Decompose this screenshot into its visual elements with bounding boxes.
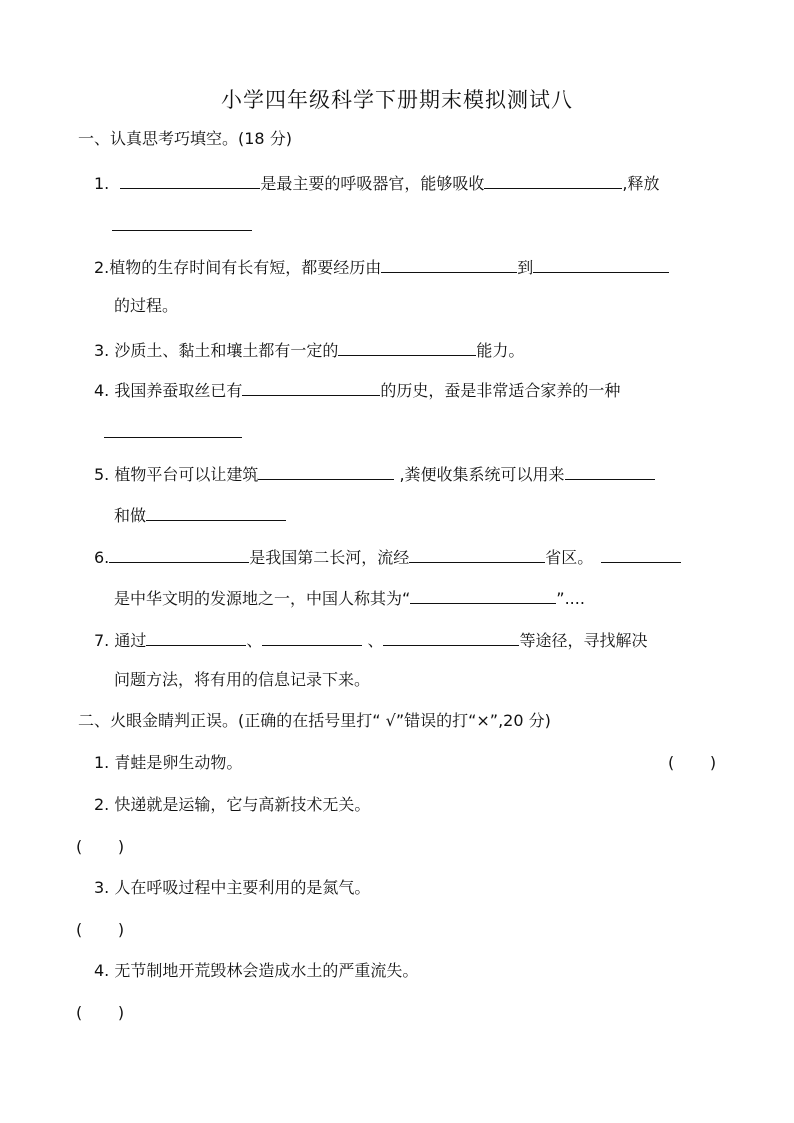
question-7-text-c: 、 xyxy=(362,631,384,650)
answer-blank[interactable] xyxy=(104,419,242,438)
question-7-text-d: 等途径，寻找解决 xyxy=(519,631,648,650)
judgment-item-1: 1. 青蛙是卵生动物。 xyxy=(94,753,243,772)
question-7-continuation: 问题方法，将有用的信息记录下来。 xyxy=(114,670,371,689)
answer-blank[interactable] xyxy=(381,254,517,273)
question-5-text-a: 5. 植物平台可以让建筑 xyxy=(94,465,259,484)
question-5-text-c: 和做 xyxy=(114,506,147,525)
answer-blank[interactable] xyxy=(112,212,252,231)
question-4-continuation xyxy=(104,419,242,444)
question-5-continuation xyxy=(114,502,286,527)
question-6-number: 6. xyxy=(94,548,110,567)
question-4 xyxy=(94,377,620,402)
question-7-text-a: 7. 通过 xyxy=(94,631,147,650)
question-1-text-a: 是最主要的呼吸器官，能够吸收 xyxy=(260,174,485,193)
question-1-number: 1. xyxy=(94,174,110,193)
question-2-continuation: 的过程。 xyxy=(114,296,179,315)
question-1 xyxy=(94,170,659,195)
answer-blank[interactable] xyxy=(109,544,249,563)
question-5-text-b: ,粪便收集系统可以用来 xyxy=(394,465,565,484)
answer-blank[interactable] xyxy=(484,170,622,189)
question-5 xyxy=(94,461,655,486)
answer-blank[interactable] xyxy=(258,461,394,480)
section1-heading: 一、认真思考巧填空。(18 分) xyxy=(78,129,292,148)
answer-blank[interactable] xyxy=(410,585,556,604)
question-7-text-b: 、 xyxy=(246,631,263,650)
judgment-item-4: 4. 无节制地开荒毁林会造成水土的严重流失。 xyxy=(94,961,419,980)
question-2 xyxy=(94,254,669,279)
answer-blank[interactable] xyxy=(533,254,669,273)
judgment-item-3: 3. 人在呼吸过程中主要利用的是氮气。 xyxy=(94,878,371,897)
question-3-text-a: 3. 沙质土、黏土和壤土都有一定的 xyxy=(94,341,339,360)
question-1-text-b: ,释放 xyxy=(622,174,660,193)
answer-blank[interactable] xyxy=(338,337,476,356)
judgment-item-2: 2. 快递就是运输，它与高新技术无关。 xyxy=(94,795,371,814)
question-1-continuation xyxy=(112,212,252,237)
question-6-text-a: 是我国第二长河，流经 xyxy=(249,548,410,567)
question-6-text-d: ”.... xyxy=(556,589,585,608)
answer-blank[interactable] xyxy=(120,170,260,189)
question-4-text-a: 4. 我国养蚕取丝已有 xyxy=(94,381,243,400)
question-2-text-b: 到 xyxy=(517,258,534,277)
question-4-text-b: 的历史，蚕是非常适合家养的一种 xyxy=(380,381,621,400)
question-6 xyxy=(94,544,681,569)
question-6-continuation xyxy=(114,585,585,610)
answer-blank[interactable] xyxy=(409,544,545,563)
answer-blank[interactable] xyxy=(262,627,362,646)
exam-title: 小学四年级科学下册期末模拟测试八 xyxy=(221,88,573,112)
answer-blank[interactable] xyxy=(565,461,655,480)
answer-blank[interactable] xyxy=(242,377,380,396)
answer-parentheses[interactable]: ( ) xyxy=(76,1003,125,1022)
answer-blank[interactable] xyxy=(146,627,246,646)
question-7 xyxy=(94,627,647,652)
question-3 xyxy=(94,337,524,362)
question-6-text-b: 省区。 xyxy=(545,548,594,567)
answer-parentheses[interactable]: ( ) xyxy=(668,753,717,772)
answer-parentheses[interactable]: ( ) xyxy=(76,920,125,939)
section2-heading: 二、火眼金睛判正误。(正确的在括号里打“ √”错误的打“×”,20 分) xyxy=(78,711,551,730)
answer-blank[interactable] xyxy=(146,502,286,521)
answer-parentheses[interactable]: ( ) xyxy=(76,837,125,856)
question-6-text-c: 是中华文明的发源地之一，中国人称其为“ xyxy=(114,589,411,608)
question-3-text-b: 能力。 xyxy=(476,341,525,360)
answer-blank[interactable] xyxy=(601,544,681,563)
answer-blank[interactable] xyxy=(383,627,519,646)
question-2-text-a: 2.植物的生存时间有长有短，都要经历由 xyxy=(94,258,382,277)
